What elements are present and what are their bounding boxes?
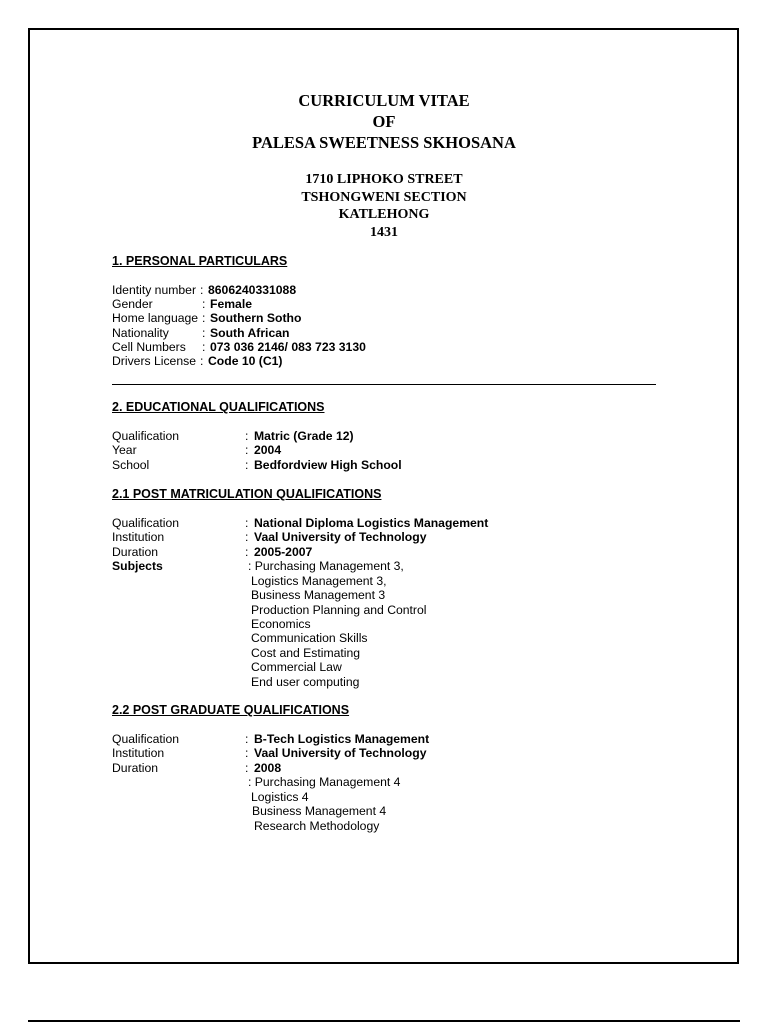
row-value: Matric (Grade 12): [254, 429, 354, 443]
row-separator: :: [245, 732, 249, 746]
row-separator: :: [245, 429, 249, 443]
post-grad-row: [112, 746, 426, 760]
personal-row: [112, 297, 252, 311]
row-label: Institution: [112, 530, 165, 544]
row-label: Duration: [112, 761, 159, 775]
subject-item: Logistics Management 3,: [251, 574, 387, 588]
subject-item: : Purchasing Management 4: [248, 775, 401, 789]
row-label: School: [112, 458, 150, 472]
row-separator: :: [202, 311, 206, 325]
education-row: [112, 443, 281, 457]
row-value: Vaal University of Technology: [254, 746, 427, 760]
address-street: 1710 LIPHOKO STREET: [305, 172, 463, 187]
row-label: Identity number: [112, 283, 197, 297]
row-label: Year: [112, 443, 137, 457]
title-line: CURRICULUM VITAE: [298, 91, 470, 110]
row-value: National Diploma Logistics Management: [254, 516, 489, 530]
address-postcode: 1431: [370, 224, 398, 240]
title-line: OF: [372, 112, 396, 131]
personal-heading: 1. PERSONAL PARTICULARS: [112, 254, 288, 268]
post-matric-heading: 2.1 POST MATRICULATION QUALIFICATIONS: [112, 487, 382, 501]
row-value: B-Tech Logistics Management: [254, 732, 430, 746]
personal-row: [112, 283, 296, 297]
row-separator: :: [245, 761, 249, 775]
subjects-label: Subjects: [112, 559, 163, 573]
post-grad-row: [112, 732, 429, 746]
row-value: 2004: [254, 443, 282, 457]
row-separator: :: [245, 530, 249, 544]
subject-item: Cost and Estimating: [251, 646, 361, 660]
cv-title: [0, 90, 768, 153]
row-separator: :: [245, 516, 249, 530]
education-row: [112, 429, 354, 443]
row-value: Female: [210, 297, 253, 311]
row-label: Gender: [112, 297, 153, 311]
row-value: Code 10 (C1): [208, 354, 283, 368]
personal-row: [112, 311, 301, 325]
row-label: Qualification: [112, 516, 180, 530]
row-label: Cell Numbers: [112, 340, 186, 354]
row-value: Southern Sotho: [210, 311, 302, 325]
post-matric-row: [112, 545, 312, 559]
address-section: TSHONGWENI SECTION: [301, 189, 467, 205]
row-label: Institution: [112, 746, 165, 760]
row-value: Vaal University of Technology: [254, 530, 427, 544]
row-label: Nationality: [112, 326, 169, 340]
subject-item: End user computing: [251, 675, 360, 689]
row-value: South African: [210, 326, 290, 340]
post-grad-row: [112, 761, 281, 775]
section-divider: [112, 384, 656, 385]
row-separator: :: [200, 283, 204, 297]
applicant-name: PALESA SWEETNESS SKHOSANA: [252, 133, 516, 152]
row-separator: :: [245, 545, 249, 559]
subject-item: : Purchasing Management 3,: [248, 559, 404, 573]
subjects-row: [112, 559, 245, 573]
row-separator: :: [202, 297, 206, 311]
row-separator: :: [245, 458, 249, 472]
education-row: [112, 458, 402, 472]
row-separator: :: [200, 354, 204, 368]
row-value: Bedfordview High School: [254, 458, 402, 472]
row-value: 8606240331088: [208, 283, 297, 297]
row-separator: :: [245, 443, 249, 457]
subject-item: Research Methodology: [254, 819, 380, 833]
row-value: 2008: [254, 761, 282, 775]
subject-item: Business Management 4: [252, 804, 387, 818]
post-matric-row: [112, 516, 488, 530]
post-grad-heading: 2.2 POST GRADUATE QUALIFICATIONS: [112, 703, 350, 717]
subject-item: Production Planning and Control: [251, 603, 427, 617]
row-label: Duration: [112, 545, 159, 559]
subject-item: Logistics 4: [251, 790, 309, 804]
row-separator: :: [245, 746, 249, 760]
row-label: Qualification: [112, 429, 180, 443]
subject-item: Business Management 3: [251, 588, 386, 602]
education-heading: 2. EDUCATIONAL QUALIFICATIONS: [112, 400, 325, 414]
subject-item: Communication Skills: [251, 631, 368, 645]
row-value: 073 036 2146/ 083 723 3130: [210, 340, 366, 354]
address-block: [0, 171, 768, 241]
row-value: 2005-2007: [254, 545, 313, 559]
personal-row: [112, 340, 366, 354]
subject-item: Commercial Law: [251, 660, 342, 674]
next-page-border: [28, 1020, 740, 1022]
row-label: Home language: [112, 311, 199, 325]
row-label: Qualification: [112, 732, 180, 746]
row-label: Drivers License: [112, 354, 196, 368]
subject-item: Economics: [251, 617, 311, 631]
personal-row: [112, 354, 283, 368]
post-matric-row: [112, 530, 426, 544]
address-town: KATLEHONG: [338, 207, 430, 222]
row-separator: :: [202, 326, 206, 340]
row-separator: :: [202, 340, 206, 354]
personal-row: [112, 326, 289, 340]
